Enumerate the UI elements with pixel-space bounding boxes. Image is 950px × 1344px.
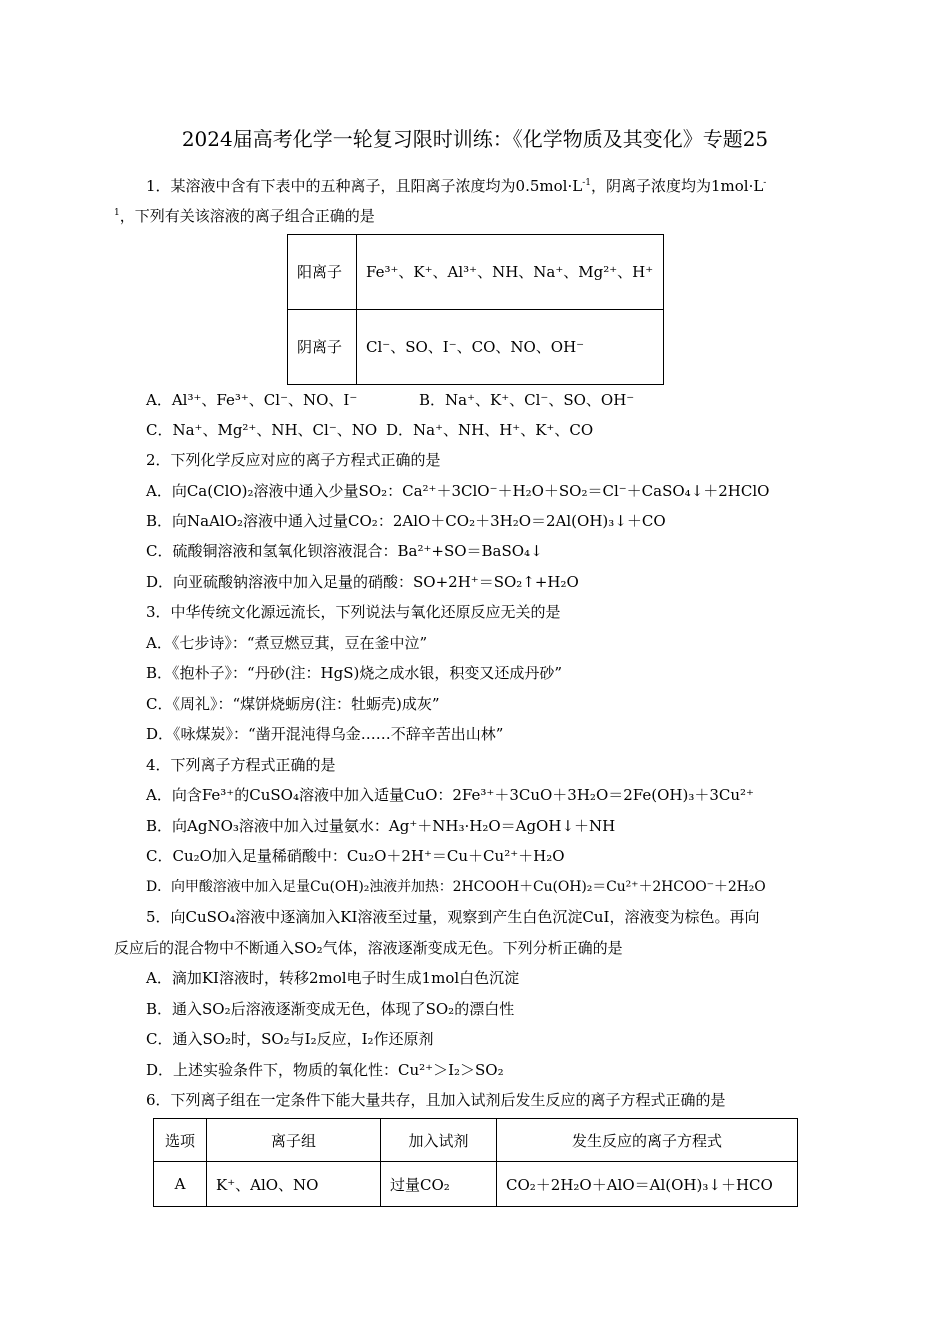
question-3-stem: 3．中华传统文化源远流长，下列说法与氧化还原反应无关的是: [146, 603, 561, 621]
question-1-option-c: C．Na⁺、Mg²⁺、NH、Cl⁻、NO: [146, 421, 378, 439]
question-4-option-d: D．向甲酸溶液中加入足量Cu(OH)₂浊液并加热：2HCOOH＋Cu(OH)₂＝Cu²⁺＋2HCOO⁻＋2H₂O: [146, 879, 766, 895]
header-equation: 发生反应的离子方程式: [497, 1119, 798, 1162]
header-ion-group: 离子组: [207, 1119, 381, 1162]
question-1-option-a: A．Al³⁺、Fe³⁺、Cl⁻、NO、I⁻: [146, 391, 358, 409]
question-2-option-c: C．硫酸铜溶液和氢氧化钡溶液混合：Ba²⁺+SO＝BaSO₄↓: [146, 542, 543, 560]
question-5-option-d: D．上述实验条件下，物质的氧化性：Cu²⁺＞I₂＞SO₂: [146, 1061, 504, 1079]
table-row: [288, 310, 664, 385]
question-3-option-d: D．《咏煤炭》：“凿开混沌得乌金……不辞辛苦出山林”: [146, 725, 504, 743]
table-header-row: [154, 1119, 798, 1162]
question-5-option-b: B．通入SO₂后溶液逐渐变成无色，体现了SO₂的漂白性: [146, 1000, 515, 1018]
question-5-stem-cont: 反应后的混合物中不断通入SO₂气体，溶液逐渐变成无色。下列分析正确的是: [114, 939, 623, 957]
reaction-table: [153, 1118, 798, 1207]
header-reagent: 加入试剂: [381, 1119, 497, 1162]
question-5-stem: 5．向CuSO₄溶液中逐滴加入KI溶液至过量，观察到产生白色沉淀CuI，溶液变为棕色。再向: [146, 908, 760, 926]
question-1-stem: 1．某溶液中含有下表中的五种离子，且阳离子浓度均为$0.5mol\cdot L^{-1}$，阴离子浓度均为1mol·L-: [146, 177, 767, 195]
question-3-option-b: B．《抱朴子》：“丹砂(注：HgS)烧之成水银，积变又还成丹砂”: [146, 664, 563, 682]
question-4-option-a: A．向含Fe³⁺的CuSO₄溶液中加入适量CuO：2Fe³⁺＋3CuO＋3H₂O＝2Fe(OH)₃＋3Cu²⁺: [146, 786, 754, 804]
cell-ion-group: K⁺、AlO、NO: [207, 1162, 381, 1207]
question-3-option-c: C．《周礼》：“煤饼烧蛎房(注：牡蛎壳)成灰”: [146, 695, 440, 713]
question-2-stem: 2．下列化学反应对应的离子方程式正确的是: [146, 451, 441, 469]
anion-label: 阴离子: [288, 310, 357, 385]
question-4-option-c: C．Cu₂O加入足量稀硝酸中：Cu₂O＋2H⁺＝Cu＋Cu²⁺＋H₂O: [146, 847, 565, 865]
question-1-stem-cont: $^1$，下列有关该溶液的离子组合正确的是: [114, 207, 375, 225]
cation-label: 阳离子: [288, 235, 357, 310]
question-3-option-a: A．《七步诗》：“煮豆燃豆萁，豆在釜中泣”: [146, 634, 428, 652]
ion-table: [287, 234, 664, 385]
question-5-option-a: A．滴加KI溶液时，转移2mol电子时生成1mol白色沉淀: [146, 969, 520, 987]
cell-reagent: 过量CO₂: [381, 1162, 497, 1207]
header-option: 选项: [154, 1119, 207, 1162]
question-2-option-d: D．向亚硫酸钠溶液中加入足量的硝酸：SO+2H⁺＝SO₂↑+H₂O: [146, 573, 579, 591]
table-row: [288, 235, 664, 310]
cell-option: A: [154, 1162, 207, 1207]
cell-equation: CO₂＋2H₂O＋AlO＝Al(OH)₃↓＋HCO: [497, 1162, 798, 1207]
question-6-stem: 6．下列离子组在一定条件下能大量共存，且加入试剂后发生反应的离子方程式正确的是: [146, 1091, 726, 1109]
document-title: 2024届高考化学一轮复习限时训练：《化学物质及其变化》专题25: [181, 127, 769, 151]
table-row: [154, 1162, 798, 1207]
question-5-option-c: C．通入SO₂时，SO₂与I₂反应，I₂作还原剂: [146, 1030, 434, 1048]
question-4-option-b: B．向AgNO₃溶液中加入过量氨水：Ag⁺＋NH₃·H₂O＝AgOH↓＋NH: [146, 817, 616, 835]
question-1-option-b: B．Na⁺、K⁺、Cl⁻、SO、OH⁻: [419, 391, 635, 409]
question-2-option-a: A．向Ca(ClO)₂溶液中通入少量SO₂：Ca²⁺＋3ClO⁻＋H₂O＋SO₂＝Cl⁻＋CaSO₄↓＋2HClO: [146, 482, 770, 500]
question-1-option-d: D．Na⁺、NH、H⁺、K⁺、CO: [386, 421, 594, 439]
cation-list: Fe³⁺、K⁺、Al³⁺、NH、Na⁺、Mg²⁺、H⁺: [357, 235, 664, 310]
question-2-option-b: B．向NaAlO₂溶液中通入过量CO₂：2AlO＋CO₂＋3H₂O＝2Al(OH)₃↓＋CO: [146, 512, 666, 530]
question-4-stem: 4．下列离子方程式正确的是: [146, 756, 336, 774]
anion-list: Cl⁻、SO、I⁻、CO、NO、OH⁻: [357, 310, 664, 385]
